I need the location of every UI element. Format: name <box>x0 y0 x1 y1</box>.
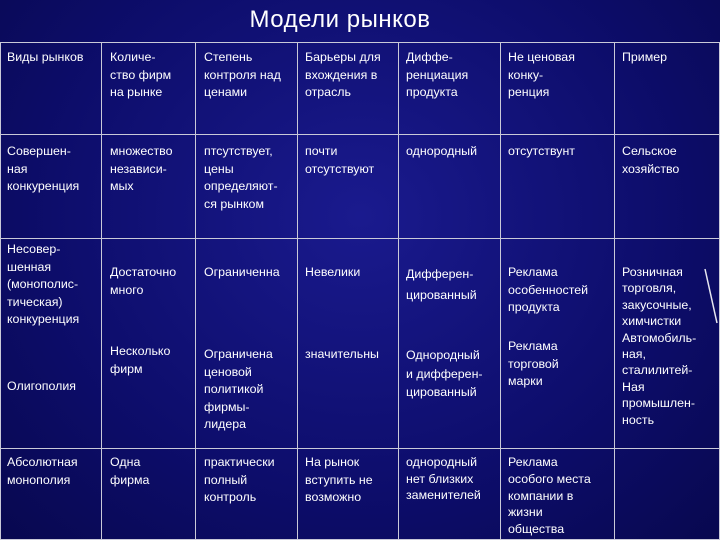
cell-barriers: почти отсутствуют <box>305 144 375 176</box>
cell-barriers-oligopoly: значительны <box>305 347 379 361</box>
column-divider <box>195 42 196 540</box>
column-divider <box>398 42 399 540</box>
cell-differentiation-oligopoly: Однородный и дифферен- цированный <box>406 348 483 399</box>
header-differentiation: Диффе- ренциация продукта <box>406 50 469 100</box>
header-firm-count: Количе- ство фирм на рынке <box>110 50 172 100</box>
cell-differentiation: однородный нет близких заменителей <box>406 455 481 502</box>
cell-type-oligopoly: Олигополия <box>7 379 76 393</box>
pen-stroke-mark <box>704 268 718 324</box>
table-border-top <box>0 42 720 43</box>
cell-firms-oligopoly: Несколько фирм <box>110 344 171 376</box>
header-example: Пример <box>622 50 668 64</box>
row-divider <box>0 448 720 449</box>
column-divider <box>614 42 615 540</box>
cell-nonprice: Реклама особенностей продукта <box>508 265 589 315</box>
cell-price-control: Ограниченна <box>204 265 280 279</box>
cell-type: Совершен- ная конкуренция <box>7 144 80 194</box>
cell-firms: Одна фирма <box>110 455 150 487</box>
header-price-control: Степень контроля над ценами <box>204 50 281 100</box>
cell-barriers: На рынок вступить не возможно <box>305 455 373 505</box>
cell-price-control: птсутствует, цены определяют- ся рынком <box>204 144 278 211</box>
cell-firms: Достаточно много <box>110 265 177 297</box>
cell-barriers: Невелики <box>305 265 361 279</box>
table-border-left <box>0 42 1 540</box>
cell-type: Абсолютная монополия <box>7 455 78 487</box>
column-divider <box>101 42 102 540</box>
header-market-type: Виды рынков <box>7 50 84 64</box>
cell-price-control: практически полный контроль <box>204 455 275 505</box>
cell-firms: множество независи- мых <box>110 144 173 194</box>
slide-title: Модели рынков <box>249 6 431 33</box>
cell-differentiation: Дифферен- цированный <box>406 267 477 302</box>
cell-type: Несовер- шенная (монополис- тическая) конкуренция <box>7 242 80 327</box>
header-entry-barriers: Барьеры для вхождения в отрасль <box>305 50 381 100</box>
cell-example: Розничная торговля, закусочные, химчистки Автомобиль- ная, сталилитей- Ная промышлен- ность <box>622 265 697 427</box>
row-divider <box>0 134 720 135</box>
row-divider <box>0 238 720 239</box>
cell-nonprice: отсутствунт <box>508 144 575 158</box>
header-nonprice: Не ценовая конку- ренция <box>508 50 575 100</box>
cell-price-control-oligopoly: Ограничена ценовой политикой фирмы- лидера <box>204 347 273 432</box>
column-divider <box>500 42 501 540</box>
cell-example: Сельское хозяйство <box>622 144 680 176</box>
cell-nonprice-oligopoly: Реклама торговой марки <box>508 339 559 389</box>
column-divider <box>297 42 298 540</box>
market-models-table <box>0 42 720 540</box>
cell-nonprice: Реклама особого места компании в жизни общества <box>508 455 591 537</box>
cell-differentiation: однородный <box>406 144 477 158</box>
